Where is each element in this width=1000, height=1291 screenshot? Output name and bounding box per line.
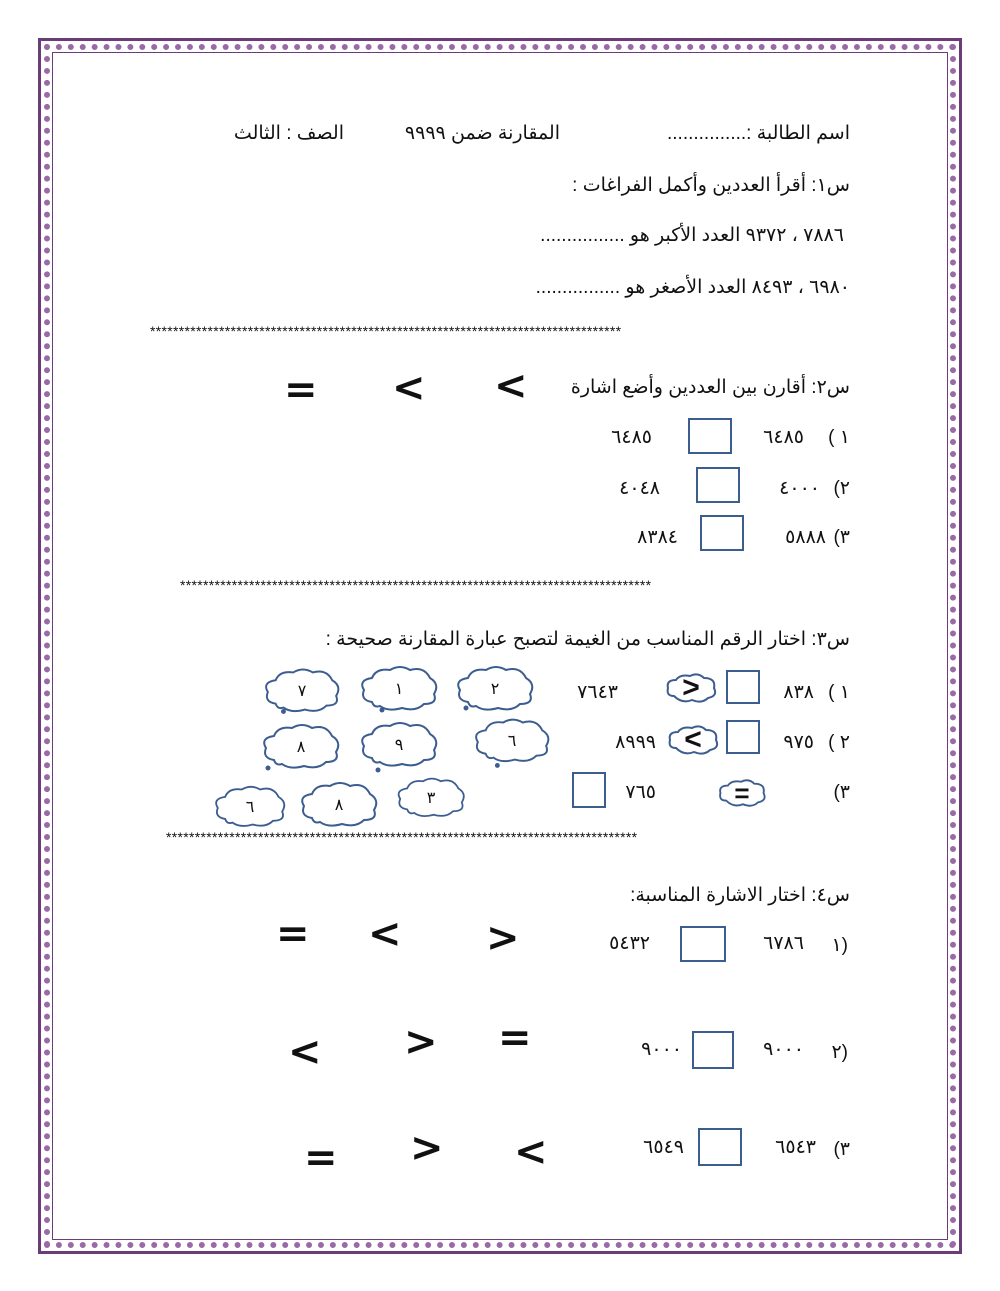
q2-symbol-3[interactable]: = (284, 367, 318, 413)
student-name-label: اسم الطالبة :............... (666, 123, 850, 144)
q4-item-1-symbol-3[interactable]: = (276, 911, 310, 957)
q4-item-3-left: ٦٥٤٣ (775, 1137, 816, 1158)
q3-item-2-cloud-1[interactable] (472, 716, 552, 766)
q3-item-1-cloud-1-digit: ٢ (490, 681, 500, 698)
q3-item-3-sign-cloud (714, 778, 770, 808)
q3-item-1-right: ٧٦٤٣ (577, 682, 618, 703)
q3-item-3-right: ٧٦٥ (625, 782, 656, 803)
q3-item-2-left: ٩٧٥ (783, 732, 814, 753)
q4-title: س٤: اختار الاشارة المناسبة: (630, 885, 850, 906)
q4-item-2-answer-box[interactable] (692, 1031, 734, 1069)
q4-item-2-symbol-2[interactable]: > (404, 1019, 438, 1065)
q3-item-2-cloud-2[interactable] (358, 720, 440, 770)
q2-item-2-left: ٤٠٠٠ (779, 478, 820, 499)
q3-item-3-answer-box[interactable] (572, 772, 606, 808)
q3-item-1-left: ٨٣٨ (783, 682, 814, 703)
q4-item-3-symbol-3[interactable]: = (304, 1135, 338, 1181)
q4-item-3-symbol-2[interactable]: > (410, 1125, 444, 1171)
q2-item-2-label: ٢) (833, 478, 850, 499)
q3-item-3-cloud-2[interactable] (298, 780, 380, 830)
divider-3: ********************************************************************************** (166, 830, 638, 844)
q3-item-2-label: ٢ ) (828, 732, 850, 753)
q3-item-1-sign: < (682, 671, 700, 704)
q3-item-3-cloud-1-digit: ٣ (426, 790, 436, 807)
q4-item-3-answer-box[interactable] (698, 1128, 742, 1166)
q2-item-2-answer-box[interactable] (696, 467, 740, 503)
q3-item-2-cloud-2-digit: ٩ (394, 737, 404, 754)
q1-title: س١: أقرأ العددين وأكمل الفراغات : (572, 175, 850, 196)
q4-item-1-left: ٦٧٨٦ (763, 933, 804, 954)
q3-item-3-cloud-3[interactable] (210, 784, 290, 830)
q4-item-2-label: (٢ (831, 1042, 848, 1063)
q2-item-3-answer-box[interactable] (700, 515, 744, 551)
q4-item-2-right: ٩٠٠٠ (641, 1039, 682, 1060)
q2-item-1-right: ٦٤٨٥ (611, 427, 652, 448)
q3-item-1-cloud-3-digit: ٧ (297, 683, 307, 700)
grade-label: الصف : الثالث (233, 123, 344, 144)
q3-item-3-cloud-3-digit: ٦ (245, 799, 255, 816)
q2-item-1-answer-box[interactable] (688, 418, 732, 454)
q3-item-2-sign-cloud (666, 724, 720, 756)
q4-item-1-label: (١ (831, 935, 848, 956)
divider-2: ********************************************************************************** (180, 578, 652, 592)
q3-item-1-cloud-2-digit: ١ (394, 681, 404, 698)
q3-item-3-label: ٣) (833, 782, 850, 803)
q4-item-2-symbol-3[interactable]: < (288, 1029, 322, 1075)
q4-item-2-left: ٩٠٠٠ (763, 1039, 804, 1060)
q3-item-2-right: ٨٩٩٩ (615, 732, 656, 753)
divider-1: ********************************************************************************** (150, 324, 622, 338)
q3-item-1-sign-cloud (664, 672, 718, 704)
q2-symbol-1[interactable]: < (494, 363, 528, 409)
q3-item-2-cloud-1-digit: ٦ (507, 733, 517, 750)
q3-item-2-cloud-3[interactable] (260, 722, 342, 772)
q2-item-3-right: ٨٣٨٤ (637, 527, 678, 548)
q4-item-1-symbol-1[interactable]: > (486, 915, 520, 961)
q3-item-3-cloud-2-digit: ٨ (334, 797, 344, 814)
q3-title: س٣: اختار الرقم المناسب من الغيمة لتصبح عبارة المقارنة صحيحة : (325, 629, 850, 650)
q2-item-1-left: ٦٤٨٥ (763, 427, 804, 448)
q2-item-2-right: ٤٠٤٨ (619, 478, 660, 499)
q2-item-1-label: ١ ) (828, 427, 850, 448)
q4-item-1-right: ٥٤٣٢ (609, 933, 650, 954)
q4-item-3-symbol-1[interactable]: < (514, 1129, 548, 1175)
q1-line-2: ٦٩٨٠ ، ٨٤٩٣ العدد الأصغر هو ................ (535, 277, 850, 298)
q3-item-1-cloud-1[interactable] (454, 664, 536, 714)
q3-item-1-label: ١ ) (828, 682, 850, 703)
q3-item-2-sign: > (684, 723, 702, 756)
q2-item-3-left: ٥٨٨٨ (785, 527, 826, 548)
q4-item-3-right: ٦٥٤٩ (643, 1137, 684, 1158)
q4-item-1-symbol-2[interactable]: < (368, 911, 402, 957)
q2-item-3-label: ٣) (833, 527, 850, 548)
q3-item-1-cloud-3[interactable] (262, 666, 342, 716)
q3-item-3-sign: = (734, 777, 750, 808)
q4-item-1-answer-box[interactable] (680, 926, 726, 962)
topic-title: المقارنة ضمن ٩٩٩٩ (404, 123, 560, 144)
q3-item-2-answer-box[interactable] (726, 720, 760, 754)
q3-item-1-answer-box[interactable] (726, 670, 760, 704)
q2-symbol-2[interactable]: < (392, 365, 426, 411)
q4-item-2-symbol-1[interactable]: = (498, 1015, 532, 1061)
q2-title: س٢: أقارن بين العددين وأضع اشارة (570, 377, 850, 398)
q3-item-1-cloud-2[interactable] (358, 664, 440, 714)
q3-item-2-cloud-3-digit: ٨ (296, 739, 306, 756)
q4-item-3-label: ٣) (833, 1139, 850, 1160)
q1-line-1: ٧٨٨٦ ، ٩٣٧٢ العدد الأكبر هو ................ (540, 225, 844, 246)
q3-item-3-cloud-1[interactable] (392, 776, 470, 820)
